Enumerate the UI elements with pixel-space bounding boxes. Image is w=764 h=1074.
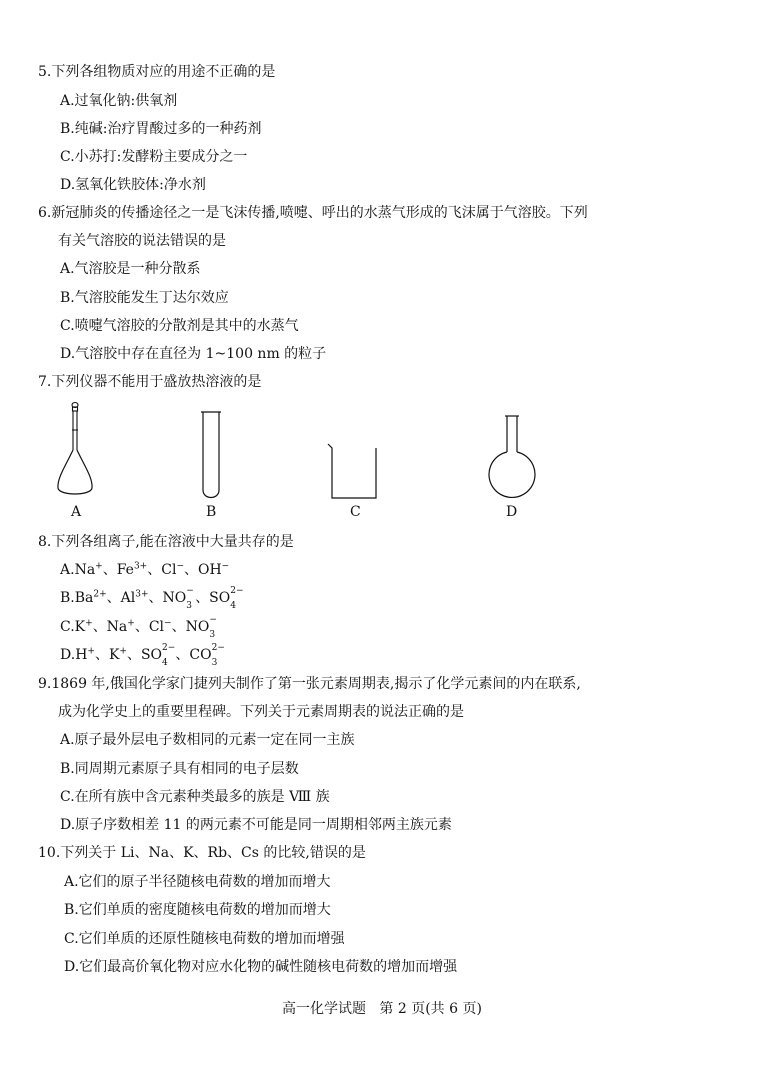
q9-option-b: B.同周期元素原子具有相同的电子层数 [60, 761, 299, 777]
q5-option-a: A.过氧化钠:供氧剂 [60, 93, 178, 109]
q6-option-a: A.气溶胶是一种分散系 [60, 261, 201, 277]
option-label-d: D [506, 504, 518, 520]
q5-option-b: B.纯碱:治疗胃酸过多的一种药剂 [60, 121, 262, 137]
q8-option-b: $B.Ba^{2+}$、$Al^{3+}$、NO − 3 、SO 2− 4 [60, 586, 244, 611]
q9-option-a: A.原子最外层电子数相同的元素一定在同一主族 [60, 732, 355, 748]
q8-option-c: C.K+、Na+、Cl−、NO − 3 [60, 615, 217, 640]
q6-option-d: D.气溶胶中存在直径为 1~100 nm 的粒子 [60, 346, 327, 362]
option-label-c: C [350, 504, 361, 520]
q6-stem-line2: 有关气溶胶的说法错误的是 [58, 233, 226, 249]
page-footer: 高一化学试题 第 2 页(共 6 页) [282, 1001, 482, 1017]
q8-option-d: D.H+、K+、SO 2− 4 、CO 2− 3 [60, 643, 225, 668]
q6-option-b: B.气溶胶能发生丁达尔效应 [60, 290, 229, 306]
q5-option-d: D.氢氧化铁胶体:净水剂 [60, 177, 206, 193]
volumetric-flask-figure [52, 400, 102, 500]
q10-option-c: C.它们单质的还原性随核电荷数的增加而增强 [64, 931, 345, 947]
q10-stem: 10.下列关于 Li、Na、K、Rb、Cs 的比较,错误的是 [38, 845, 366, 861]
q5-option-c: C.小苏打:发酵粉主要成分之一 [60, 149, 248, 165]
q9-stem-line1: 9.1869 年,俄国化学家门捷列夫制作了第一张元素周期表,揭示了化学元素间的内在联系, [38, 676, 581, 692]
q6-option-c: C.喷嚏气溶胶的分散剂是其中的水蒸气 [60, 318, 299, 334]
q9-option-d: D.原子序数相差 11 的两元素不可能是同一周期相邻两主族元素 [60, 817, 452, 833]
q6-stem-line1: 6.新冠肺炎的传播途径之一是飞沫传播,喷嚏、呼出的水蒸气形成的飞沫属于气溶胶。下列 [38, 205, 588, 221]
q9-option-c: C.在所有族中含元素种类最多的族是 Ⅷ 族 [60, 789, 330, 805]
q8-option-a: A.Na+、$Fe^{3+}$、Cl−、OH− [60, 561, 230, 578]
q8-stem: 8.下列各组离子,能在溶液中大量共存的是 [38, 534, 294, 550]
beaker-figure [324, 440, 384, 504]
round-bottom-flask-figure [484, 412, 540, 504]
q10-option-d: D.它们最高价氧化物对应水化物的碱性随核电荷数的增加而增强 [64, 959, 458, 975]
test-tube-figure [196, 408, 226, 504]
q9-stem-line2: 成为化学史上的重要里程碑。下列关于元素周期表的说法正确的是 [58, 704, 464, 720]
q5-stem: 5.下列各组物质对应的用途不正确的是 [38, 64, 276, 80]
option-label-b: B [206, 504, 217, 520]
q10-option-a: A.它们的原子半径随核电荷数的增加而增大 [64, 874, 331, 890]
option-label-a: A [71, 504, 82, 520]
q7-stem: 7.下列仪器不能用于盛放热溶液的是 [38, 374, 262, 390]
q10-option-b: B.它们单质的密度随核电荷数的增加而增大 [64, 902, 331, 918]
